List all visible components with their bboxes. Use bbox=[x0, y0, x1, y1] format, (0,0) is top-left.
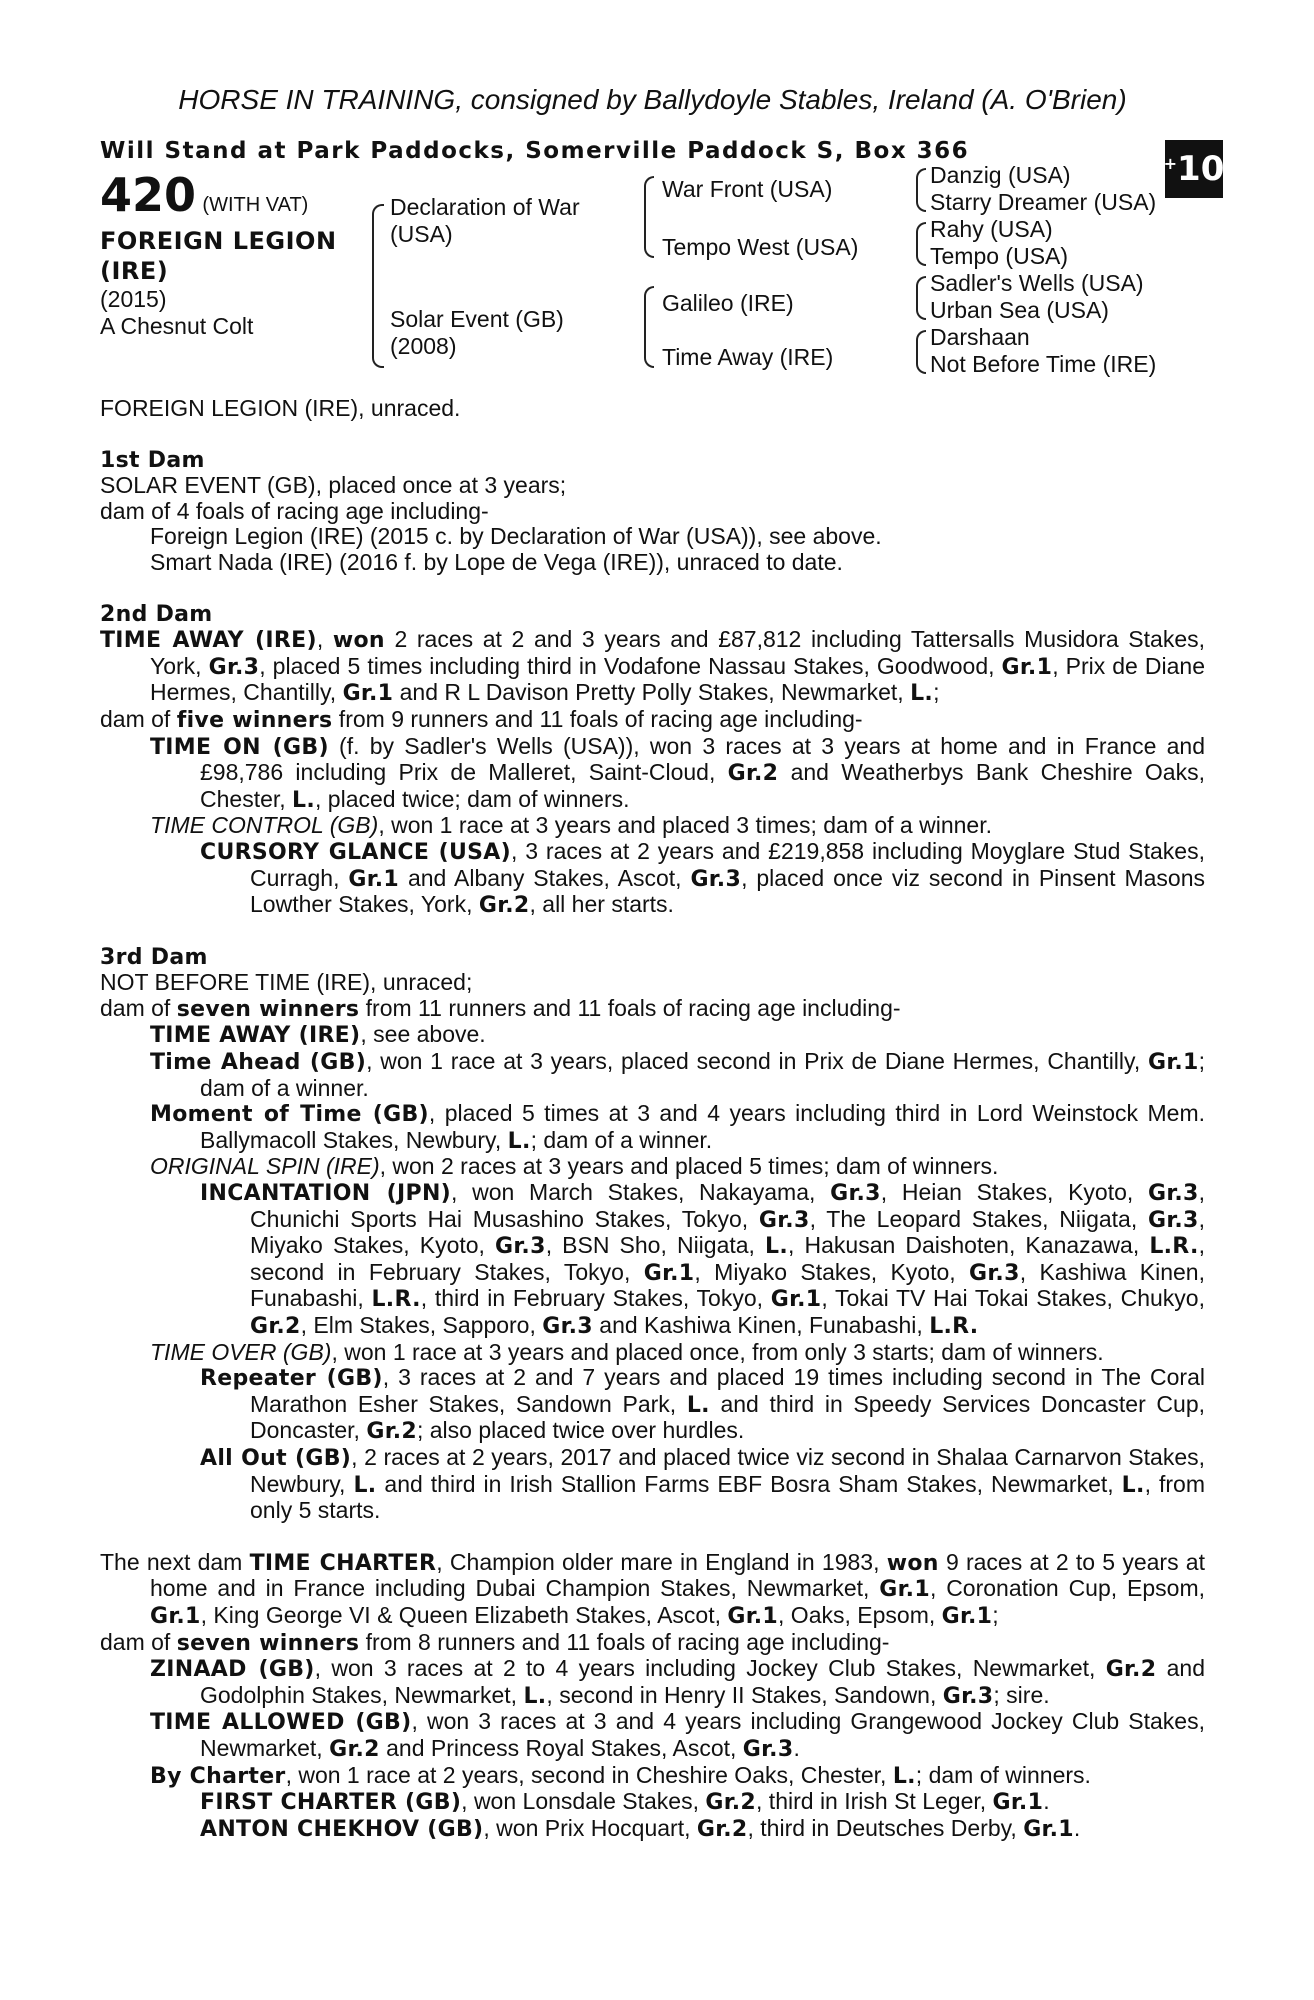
dam2-offspring-1: TIME ON (GB) (f. by Sadler's Wells (USA)), won 3 races at 3 years at home and in France and £98,786 including Prix de Malleret, Saint-Cloud, Gr.2 and Weatherbys Bank Cheshire Oaks, Chester, L., placed twice; dam of winners. bbox=[150, 732, 1206, 813]
sss: Danzig (USA) bbox=[930, 162, 1071, 188]
dam: Solar Event (GB) (2008) bbox=[390, 306, 564, 359]
dam2-offspring-2: TIME CONTROL (GB), won 1 race at 3 years and placed 3 times; dam of a winner. bbox=[150, 812, 992, 839]
nextdam-anton-chekhov: ANTON CHEKHOV (GB), won Prix Hocquart, Gr.2, third in Deutsches Derby, Gr.1. bbox=[200, 1814, 1081, 1842]
brace-2b bbox=[644, 286, 654, 368]
nextdam-first-charter: FIRST CHARTER (GB), won Lonsdale Stakes, Gr.2, third in Irish St Leger, Gr.1. bbox=[200, 1788, 1050, 1816]
lot-info bbox=[100, 170, 340, 340]
dam1-produce-1: Foreign Legion (IRE) (2015 c. by Declaration of War (USA)), see above. bbox=[150, 523, 882, 550]
lot-vat: (WITH VAT) bbox=[202, 194, 309, 216]
badge-icon: + 10 bbox=[1165, 140, 1223, 198]
dam3-all-out: All Out (GB), 2 races at 2 years, 2017 and placed twice viz second in Shalaa Carnarvon Stakes, Newbury, L. and third in Irish Stallion Farms EBF Bosra Sham Stakes, Newmarket, L., from only 5 starts. bbox=[200, 1443, 1206, 1524]
dam3-offspring-4: ORIGINAL SPIN (IRE), won 2 races at 3 years and placed 5 times; dam of winners. bbox=[150, 1153, 999, 1180]
stand-location: Will Stand at Park Paddocks, Somerville Paddock S, Box 366 bbox=[100, 138, 970, 164]
nextdam-time-allowed: TIME ALLOWED (GB), won 3 races at 3 and 4 years including Grangewood Jockey Club Stakes, Newmarket, Gr.2 and Princess Royal Stakes, Ascot, Gr.3. bbox=[150, 1708, 1205, 1762]
dam1-heading: 1st Dam bbox=[100, 447, 205, 473]
horse-description: A Chesnut Colt bbox=[100, 313, 254, 339]
dds: Darshaan bbox=[930, 324, 1030, 350]
ssd: Starry Dreamer (USA) bbox=[930, 189, 1157, 215]
ddd: Not Before Time (IRE) bbox=[930, 351, 1157, 377]
dam1-line2: dam of 4 foals of racing age including- bbox=[100, 497, 489, 524]
nextdam-by-charter: By Charter, won 1 race at 2 years, second in Cheshire Oaks, Chester, L.; dam of winners. bbox=[150, 1761, 1091, 1789]
dam3-damof: dam of seven winners from 11 runners and 11 foals of racing age including- bbox=[100, 994, 901, 1022]
lot-number: 420 bbox=[100, 168, 197, 222]
dam3-offspring-1: TIME AWAY (IRE), see above. bbox=[150, 1021, 486, 1049]
brace-3a bbox=[916, 168, 926, 212]
brace-1 bbox=[372, 204, 384, 368]
dam2-heading: 2nd Dam bbox=[100, 601, 213, 627]
horse-name: FOREIGN LEGION (IRE) bbox=[100, 227, 337, 285]
brace-3c bbox=[916, 276, 926, 320]
dam3-incantation: INCANTATION (JPN), won March Stakes, Nakayama, Gr.3, Heian Stakes, Kyoto, Gr.3, Chunichi Sports Hai Musashino Stakes, Tokyo, Gr.3, The Leopard Stakes, Niigata, Gr.3, Miyako Stakes, Kyoto, Gr.3, BSN Sho, Niigata, L., Hakusan Daishoten, Kanazawa, L.R., second in February Stakes, Tokyo, Gr.1, Miyako Stakes, Kyoto, Gr.3, Kashiwa Kinen, Funabashi, L.R., third in February Stakes, Tokyo, Gr.1, Tokai TV Hai Tokai Stakes, Chukyo, Gr.2, Elm Stakes, Sapporo, Gr.3 and Kashiwa Kinen, Funabashi, L.R. bbox=[200, 1179, 1206, 1339]
pedigree-table bbox=[100, 164, 1205, 396]
dam3-offspring-5: TIME OVER (GB), won 1 race at 3 years and placed once, from only 3 starts; dam of winners. bbox=[150, 1338, 1104, 1365]
sire: Declaration of War (USA) bbox=[390, 194, 580, 247]
horse-year: (2015) bbox=[100, 286, 167, 312]
sdd: Tempo (USA) bbox=[930, 243, 1069, 269]
sire-sire: War Front (USA) bbox=[662, 176, 833, 202]
dam3-offspring-3: Moment of Time (GB), placed 5 times at 3 and 4 years including third in Lord Weinstock Mem. Ballymacoll Stakes, Newbury, L.; dam of a winner. bbox=[150, 1100, 1205, 1154]
dam-dam: Time Away (IRE) bbox=[662, 344, 834, 370]
dam1-produce-2: Smart Nada (IRE) (2016 f. by Lope de Vega (IRE)), unraced to date. bbox=[150, 548, 843, 575]
nextdam-record: The next dam TIME CHARTER, Champion older mare in England in 1983, won 9 races at 2 to 5 years at home and in France including Dubai Champion Stakes, Newmarket, Gr.1, Coronation Cup, Epsom, Gr.1, King George VI & Queen Elizabeth Stakes, Ascot, Gr.1, Oaks, Epsom, Gr.1; bbox=[100, 1548, 1205, 1629]
catalogue-page bbox=[100, 80, 1225, 1842]
page-title: HORSE IN TRAINING, consigned by Ballydoyle Stables, Ireland (A. O'Brien) bbox=[178, 84, 1127, 115]
dam3-heading: 3rd Dam bbox=[100, 944, 208, 970]
brace-2a bbox=[644, 176, 654, 258]
dam3-line1: NOT BEFORE TIME (IRE), unraced; bbox=[100, 969, 473, 996]
dsd: Urban Sea (USA) bbox=[930, 297, 1109, 323]
nextdam-damof: dam of seven winners from 8 runners and 11 foals of racing age including- bbox=[100, 1628, 890, 1656]
brace-3b bbox=[916, 222, 926, 266]
dam3-offspring-2: Time Ahead (GB), won 1 race at 3 years, placed second in Prix de Diane Hermes, Chantilly, Gr.1; dam of a winner. bbox=[150, 1048, 1205, 1101]
dss: Sadler's Wells (USA) bbox=[930, 270, 1144, 296]
nextdam-zinaad: ZINAAD (GB), won 3 races at 2 to 4 years including Jockey Club Stakes, Newmarket, Gr.2 and Godolphin Stakes, Newmarket, L., second in Henry II Stakes, Sandown, Gr.3; sire. bbox=[150, 1655, 1205, 1709]
dam3-repeater: Repeater (GB), 3 races at 2 and 7 years and placed 19 times including second in The Coral Marathon Esher Stakes, Sandown Park, L. and third in Speedy Services Doncaster Cup, Doncaster, Gr.2; also placed twice over hurdles. bbox=[200, 1364, 1205, 1445]
dam1-line1: SOLAR EVENT (GB), placed once at 3 years; bbox=[100, 472, 567, 499]
dam2-grand-offspring: CURSORY GLANCE (USA), 3 races at 2 years and £219,858 including Moyglare Stud Stakes, Curragh, Gr.1 and Albany Stakes, Ascot, Gr.3, placed once viz second in Pinsent Masons Lowther Stakes, York, Gr.2, all her starts. bbox=[200, 837, 1205, 919]
brace-3d bbox=[916, 330, 926, 374]
sire-dam: Tempo West (USA) bbox=[662, 234, 859, 260]
sds: Rahy (USA) bbox=[930, 216, 1053, 242]
dam2-damof: dam of five winners from 9 runners and 11 foals of racing age including- bbox=[100, 705, 863, 733]
summary: FOREIGN LEGION (IRE), unraced. bbox=[100, 395, 461, 421]
dam2-record: TIME AWAY (IRE), won 2 races at 2 and 3 years and £87,812 including Tattersalls Musidora Stakes, York, Gr.3, placed 5 times including third in Vodafone Nassau Stakes, Goodwood, Gr.1, Prix de Diane Hermes, Chantilly, Gr.1 and R L Davison Pretty Polly Stakes, Newmarket, L.; bbox=[100, 626, 1205, 707]
dam-sire: Galileo (IRE) bbox=[662, 290, 794, 316]
